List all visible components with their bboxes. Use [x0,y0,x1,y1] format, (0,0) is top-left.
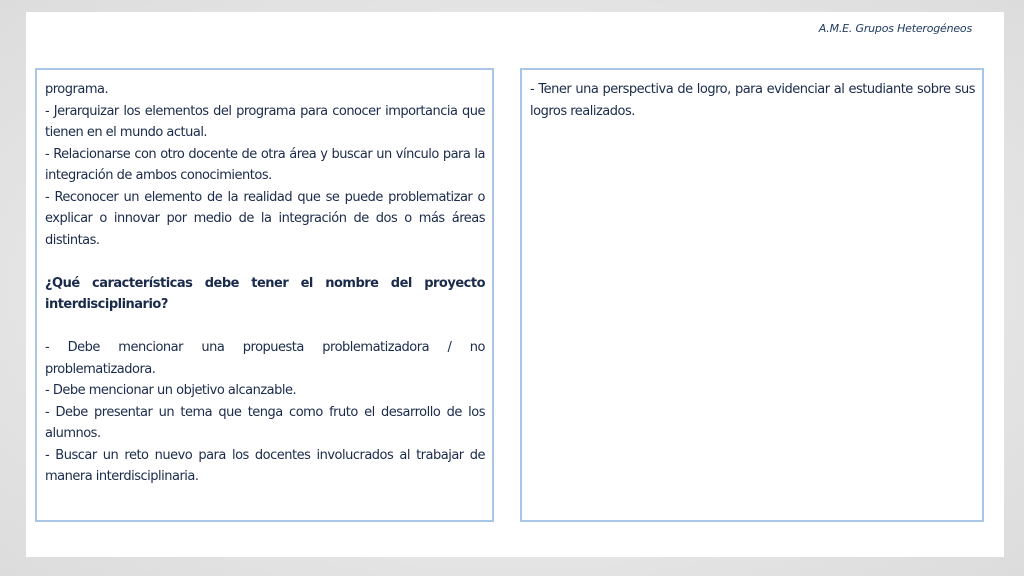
spacer [45,316,485,338]
left-text-box [35,68,494,522]
answer-item: - Debe mencionar un objetivo alcanzable. [45,383,297,398]
paragraph: programa. [45,82,109,97]
paragraph: - Reconocer un elemento de la realidad que se puede problematizar o explicar o innovar por medio de la integración de dos o más áreas distintas. [45,189,485,248]
slide [26,12,1004,557]
spacer [45,251,485,273]
answer-item: - Buscar un reto nuevo para los docentes involucrados al trabajar de manera interdisciplinaria. [45,447,485,484]
paragraph: - Relacionarse con otro docente de otra área y buscar un vínculo para la integración de ambos conocimientos. [45,146,485,183]
right-text-box [520,68,984,522]
answer-item: - Debe presentar un tema que tenga como fruto el desarrollo de los alumnos. [45,404,485,441]
paragraph: - Tener una perspectiva de logro, para evidenciar al estudiante sobre sus logros realizados. [530,82,975,119]
answer-item: - Debe mencionar una propuesta problematizadora / no problematizadora. [45,340,485,377]
question-heading: ¿Qué características debe tener el nombre del proyecto interdisciplinario? [45,275,485,312]
header-title: A.M.E. Grupos Heterogéneos [818,22,972,35]
paragraph: - Jerarquizar los elementos del programa para conocer importancia que tienen en el mundo actual. [45,103,485,140]
